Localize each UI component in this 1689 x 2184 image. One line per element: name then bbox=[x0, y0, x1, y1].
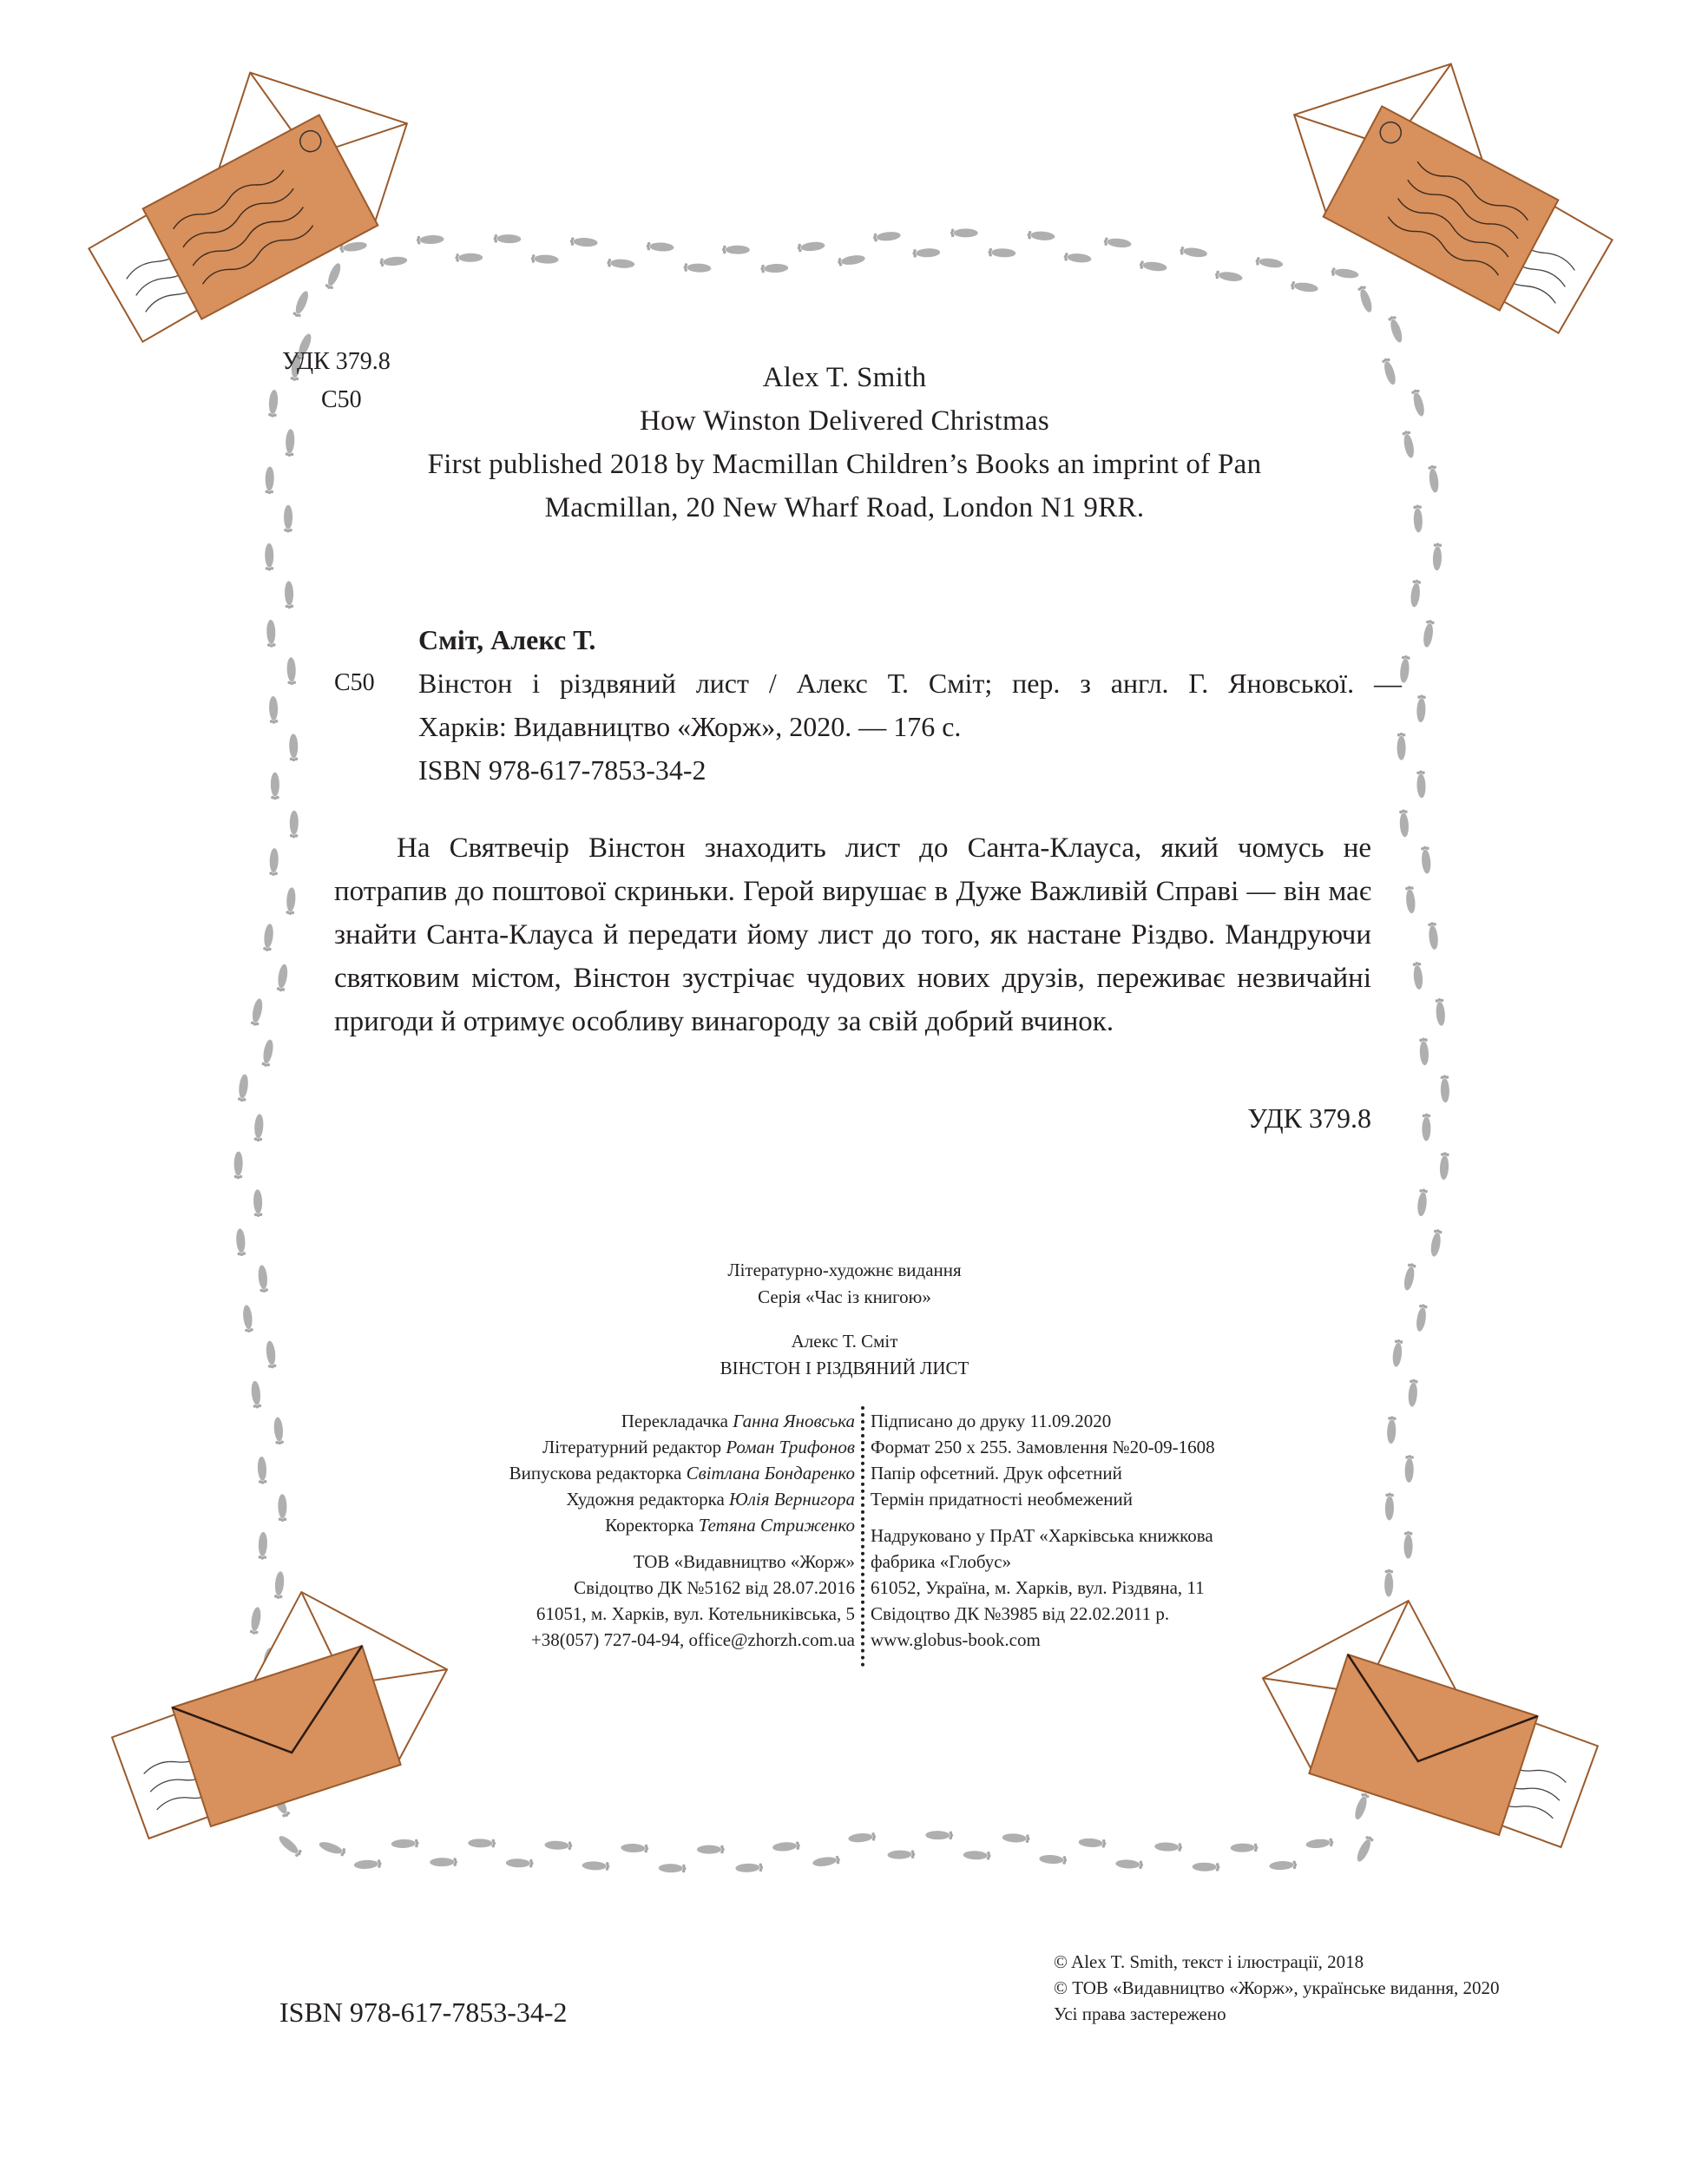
printer-block bbox=[871, 1523, 1357, 1653]
footprint bbox=[646, 241, 674, 252]
footprint bbox=[544, 1840, 572, 1850]
footprint bbox=[1139, 260, 1167, 273]
footprint bbox=[1027, 231, 1055, 241]
footprint bbox=[988, 248, 1015, 258]
footprint bbox=[1154, 1842, 1182, 1852]
footprint bbox=[506, 1858, 534, 1868]
footprint bbox=[263, 924, 274, 952]
footprint bbox=[493, 234, 521, 244]
footprint bbox=[1269, 1860, 1297, 1871]
footprint bbox=[735, 1863, 763, 1872]
dotted-divider bbox=[861, 1406, 864, 1667]
original-title: How Winston Delivered Christmas bbox=[639, 405, 1050, 437]
footprint bbox=[290, 811, 299, 839]
footprint bbox=[285, 581, 294, 608]
footprint bbox=[1103, 237, 1132, 248]
footprint bbox=[235, 1228, 246, 1256]
footprint bbox=[1408, 1378, 1418, 1406]
footprint bbox=[269, 848, 279, 876]
footprint bbox=[1403, 1262, 1416, 1291]
footprint bbox=[838, 253, 866, 266]
credits-right-column bbox=[871, 1408, 1357, 1653]
footprint bbox=[1428, 464, 1440, 493]
imprint-book-title: ВІНСТОН І РІЗДВЯНИЙ ЛИСТ bbox=[720, 1358, 969, 1378]
footprint bbox=[250, 997, 264, 1026]
printer-line: www.globus-book.com bbox=[871, 1629, 1041, 1650]
copyright-block bbox=[1054, 1949, 1574, 2027]
catalog-title-line: Вінстон і різдвяний лист / Алекс Т. Сміт; пер. з англ. Г. Яновської. — bbox=[418, 668, 1402, 699]
footprint bbox=[887, 1850, 915, 1859]
tech-line: Термін придатності необмежений bbox=[871, 1489, 1134, 1510]
footprint bbox=[1353, 1792, 1370, 1820]
footprint bbox=[430, 1858, 457, 1866]
footprint bbox=[1305, 1838, 1334, 1849]
footprint bbox=[607, 259, 634, 269]
footprint bbox=[950, 228, 978, 237]
copyright-line: Усі права застережено bbox=[1054, 2003, 1226, 2024]
printer-line: фабрика «Глобус» bbox=[871, 1551, 1012, 1572]
footprint bbox=[277, 1833, 304, 1858]
footprint bbox=[925, 1831, 953, 1839]
footprint bbox=[468, 1839, 496, 1847]
catalog-isbn: ISBN 978-617-7853-34-2 bbox=[418, 754, 706, 786]
footprint bbox=[1002, 1833, 1029, 1844]
footprint bbox=[273, 1571, 285, 1600]
credit-line: Художня редакторка Юлія Вернигора bbox=[566, 1489, 855, 1510]
footprint bbox=[1357, 285, 1374, 313]
footprint bbox=[1403, 1531, 1412, 1559]
footprint bbox=[873, 231, 902, 242]
footprint bbox=[1290, 280, 1318, 293]
footprint bbox=[1432, 543, 1442, 570]
footprint bbox=[292, 290, 310, 319]
footprint bbox=[455, 253, 483, 262]
footprint bbox=[797, 241, 825, 253]
catalog-imprint-line: Харків: Видавництво «Жорж», 2020. — 176 с. bbox=[418, 711, 962, 742]
footprint bbox=[812, 1855, 841, 1867]
footprint bbox=[1115, 1859, 1143, 1870]
imprint-author: Алекс Т. Сміт bbox=[791, 1331, 898, 1352]
imprint-title bbox=[608, 1328, 1081, 1382]
copyright-line: © ТОВ «Видавництво «Жорж», українське видання, 2020 bbox=[1054, 1977, 1500, 1998]
footprint bbox=[1231, 1843, 1259, 1852]
footprint bbox=[1428, 922, 1439, 951]
footprint bbox=[1387, 1416, 1397, 1444]
edition-type: Літературно-художнє видання bbox=[727, 1260, 962, 1280]
envelope-stack bbox=[1294, 64, 1612, 333]
footprint bbox=[265, 543, 273, 571]
footprint bbox=[278, 1494, 286, 1522]
catalog-code: С50 bbox=[334, 669, 375, 696]
footprint bbox=[257, 1457, 267, 1484]
footprint bbox=[261, 1039, 275, 1068]
footprint bbox=[697, 1845, 725, 1854]
original-publisher-address: Macmillan, 20 New Wharf Road, London N1 9RR. bbox=[544, 492, 1145, 523]
original-edition bbox=[260, 356, 1429, 530]
printer-line: Надруковано у ПрАТ «Харківська книжкова bbox=[871, 1525, 1213, 1546]
tech-line: Формат 250 х 255. Замовлення №20-09-1608 bbox=[871, 1437, 1215, 1457]
footprint bbox=[1410, 579, 1421, 608]
footprint bbox=[1415, 1304, 1428, 1332]
original-author: Alex T. Smith bbox=[762, 362, 927, 393]
footprint bbox=[417, 234, 444, 244]
footprint bbox=[276, 964, 289, 992]
tech-line: Папір офсетний. Друк офсетний bbox=[871, 1463, 1122, 1483]
corner-udk-code: УДК 379.8 bbox=[282, 348, 391, 375]
footprint bbox=[848, 1832, 877, 1844]
footprint bbox=[1416, 694, 1426, 722]
series-info bbox=[608, 1257, 1081, 1311]
credits-left-column bbox=[434, 1408, 855, 1653]
footprint bbox=[1429, 1228, 1443, 1257]
footprint bbox=[722, 246, 750, 254]
footprint bbox=[621, 1844, 648, 1853]
footprint bbox=[1391, 1339, 1403, 1367]
publisher-line: Свідоцтво ДК №5162 від 28.07.2016 bbox=[574, 1577, 855, 1598]
footprint bbox=[273, 1417, 285, 1445]
footprint bbox=[379, 256, 408, 267]
footprint bbox=[1331, 267, 1359, 280]
footprint bbox=[1422, 619, 1435, 648]
footprint bbox=[1385, 1493, 1394, 1521]
footprint bbox=[250, 1380, 261, 1409]
udk-right: УДК 379.8 bbox=[1247, 1102, 1371, 1134]
footprint bbox=[1416, 770, 1426, 798]
footprint bbox=[1421, 845, 1432, 874]
publisher-line: +38(057) 727-04-94, office@zhorzh.com.ua bbox=[530, 1629, 855, 1650]
footprint bbox=[1416, 1188, 1428, 1217]
footprint bbox=[1422, 1114, 1430, 1141]
brown-envelope bbox=[1309, 1654, 1537, 1835]
footprint bbox=[242, 1305, 253, 1333]
printer-line: 61052, Україна, м. Харків, вул. Різдвяна, 11 bbox=[871, 1577, 1205, 1598]
footprint bbox=[772, 1841, 800, 1852]
annotation-text: На Святвечір Вінстон знаходить лист до Санта-Клауса, який чомусь не потрапив до поштової скриньки. Герой вирушає в Дуже Важливій Справі — він має знайти Санта-Клауса й передати йому лист до того, як настане Різдво. Мандруючи святковим містом, Вінстон зустрічає чудових нових друзів, переживає незвичайні пригоди й отримує особливу винагороду за свій добрий вчинок. bbox=[334, 832, 1371, 1037]
footprint bbox=[271, 773, 279, 800]
annotation bbox=[334, 826, 1371, 1043]
footprint bbox=[249, 1607, 262, 1635]
footprint bbox=[963, 1851, 991, 1860]
footprint bbox=[286, 657, 296, 685]
footprint bbox=[266, 620, 276, 648]
footprint bbox=[237, 1074, 249, 1102]
credit-line: Коректорка Тетяна Стриженко bbox=[605, 1515, 855, 1536]
footprint bbox=[1439, 1152, 1449, 1180]
footprint bbox=[318, 1839, 346, 1857]
publisher-line: ТОВ «Видавництво «Жорж» bbox=[633, 1551, 855, 1572]
credit-line: Літературний редактор Роман Трифонов bbox=[542, 1437, 855, 1457]
footprint bbox=[531, 254, 559, 264]
publisher-line: 61051, м. Харків, вул. Котельниківська, 5 bbox=[536, 1603, 855, 1624]
original-publication-line: First published 2018 by Macmillan Children’s Books an imprint of Pan bbox=[427, 449, 1262, 480]
footprint bbox=[289, 733, 299, 761]
footprint bbox=[258, 1532, 267, 1560]
footprint bbox=[1180, 247, 1208, 259]
footprint bbox=[1063, 253, 1092, 264]
footprint bbox=[760, 263, 788, 273]
footprint bbox=[1405, 885, 1416, 914]
footprint bbox=[253, 1189, 263, 1217]
footprint bbox=[1419, 1037, 1429, 1065]
catalog-author: Сміт, Алекс Т. bbox=[418, 624, 596, 655]
footprint bbox=[582, 1861, 609, 1871]
footprint bbox=[1214, 270, 1243, 282]
footprint bbox=[253, 1114, 264, 1141]
series-name: Серія «Час із книгою» bbox=[758, 1286, 931, 1307]
footprint bbox=[570, 237, 598, 247]
credit-line: Перекладачка Ганна Яновська bbox=[621, 1411, 855, 1431]
brown-envelope bbox=[172, 1646, 400, 1826]
footprint bbox=[286, 887, 296, 915]
footprint bbox=[1412, 962, 1423, 990]
corner-author-code: С50 bbox=[321, 386, 362, 413]
footprint bbox=[266, 1340, 277, 1369]
footprint bbox=[1078, 1838, 1106, 1848]
footprint bbox=[258, 1265, 269, 1293]
footprint bbox=[1355, 1835, 1375, 1864]
publisher-block bbox=[434, 1549, 855, 1653]
footprint bbox=[1039, 1854, 1067, 1865]
footprint bbox=[1387, 315, 1404, 344]
footprint bbox=[1404, 1455, 1414, 1483]
footprint bbox=[1435, 998, 1446, 1027]
footprint bbox=[325, 261, 343, 290]
tech-line: Підписано до друку 11.09.2020 bbox=[871, 1411, 1112, 1431]
footprint bbox=[391, 1839, 419, 1848]
footprint bbox=[1440, 1075, 1449, 1102]
footprint bbox=[269, 696, 279, 724]
footprint bbox=[659, 1864, 687, 1873]
footprint bbox=[1255, 257, 1284, 269]
footprint bbox=[354, 1859, 382, 1870]
copyright-line: © Alex T. Smith, текст і ілюстрації, 2018 bbox=[1054, 1951, 1364, 1972]
envelope-stack bbox=[89, 73, 406, 342]
footprint bbox=[912, 248, 940, 258]
footprint bbox=[683, 263, 711, 273]
footprint bbox=[1384, 1569, 1393, 1597]
credit-line: Випускова редакторка Світлана Бондаренко bbox=[509, 1463, 855, 1483]
footprint bbox=[1399, 809, 1410, 837]
footprint bbox=[233, 1151, 242, 1179]
catalog-record bbox=[334, 618, 1402, 792]
isbn-bottom: ISBN 978-617-7853-34-2 bbox=[279, 1997, 568, 2028]
printer-line: Свідоцтво ДК №3985 від 22.02.2011 р. bbox=[871, 1603, 1170, 1624]
footprint bbox=[1193, 1863, 1220, 1872]
envelope-stack bbox=[95, 1564, 456, 1885]
